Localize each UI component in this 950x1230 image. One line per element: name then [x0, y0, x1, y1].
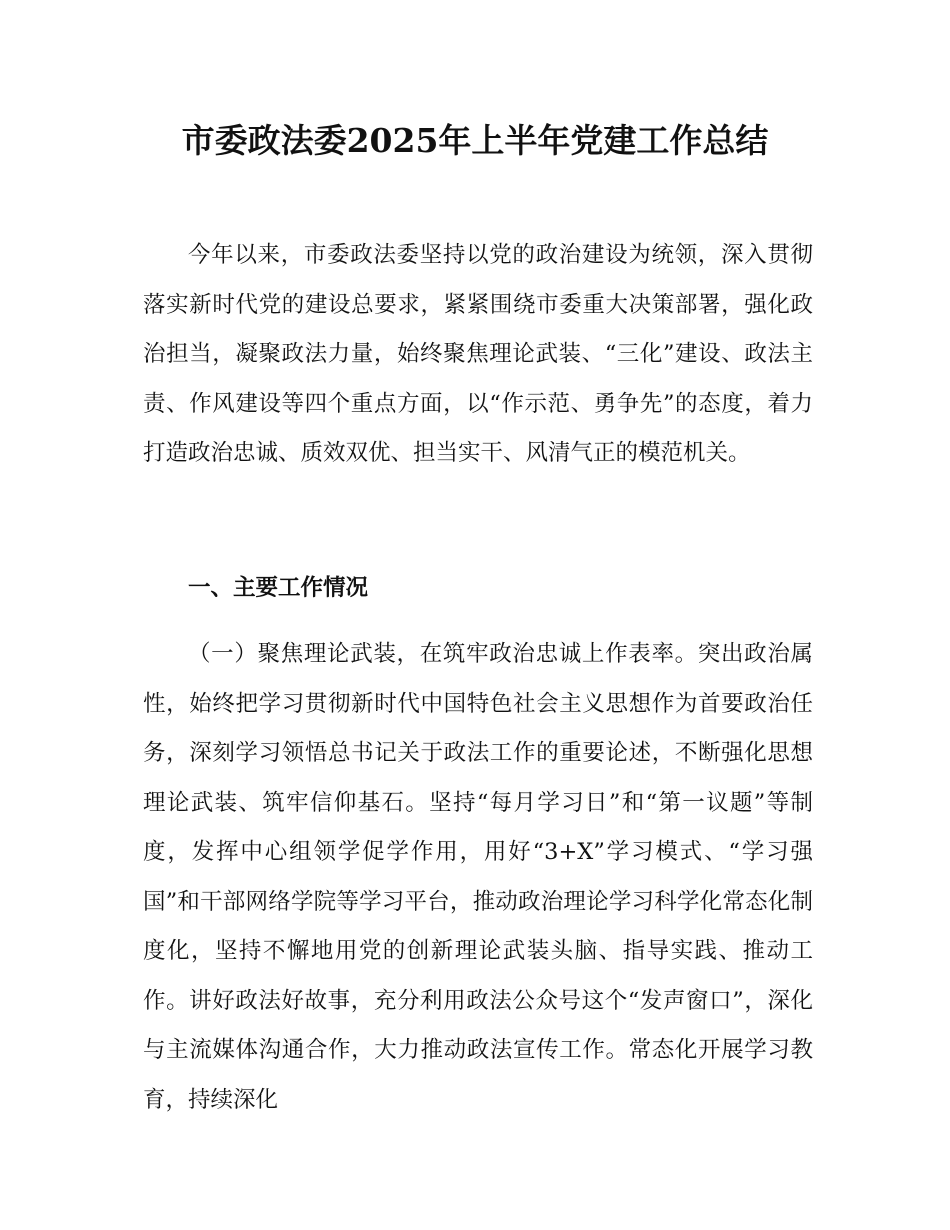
intro-paragraph-block [143, 231, 813, 479]
intro-paragraph: 今年以来，市委政法委坚持以党的政治建设为统领，深入贯彻落实新时代党的建设总要求，紧紧围绕市委重大决策部署，强化政治担当，凝聚政法力量，始终聚焦理论武装、“三化”建设、政法主责、作风建设等四个重点方面，以“作示范、勇争先”的态度，着力打造政治忠诚、质效双优、担当实干、风清气正的模范机关。 [143, 242, 813, 466]
subsection-paragraph-block [143, 630, 813, 1125]
document-title: 市委政法委2025年上半年党建工作总结 [181, 121, 769, 160]
subsection-paragraph-theory: （一）聚焦理论武装，在筑牢政治忠诚上作表率。突出政治属性，始终把学习贯彻新时代中国特色社会主义思想作为首要政治任务，深刻学习领悟总书记关于政法工作的重要论述，不断强化思想理论武装、筑牢信仰基石。坚持“每月学习日”和“第一议题”等制度，发挥中心组领学促学作用，用好“3+X”学习模式、“学习强国”和干部网络学院等学习平台，推动政治理论学习科学化常态化制度化，坚持不懈地用党的创新理论武装头脑、指导实践、推动工作。讲好政法好故事，充分利用政法公众号这个“发声窗口”，深化与主流媒体沟通合作，大力推动政法宣传工作。常态化开展学习教育，持续深化 [143, 641, 813, 1113]
section-heading-main-work: 一、主要工作情况 [188, 575, 369, 601]
